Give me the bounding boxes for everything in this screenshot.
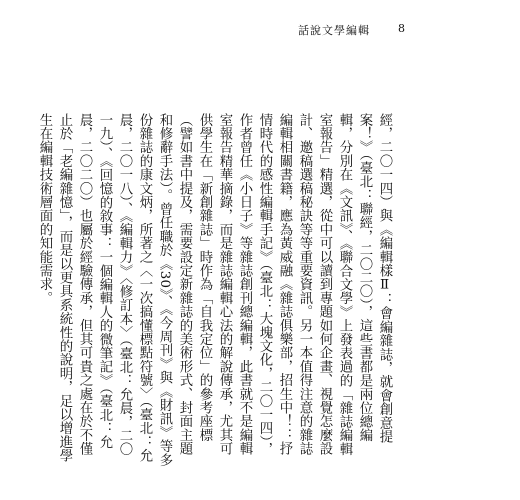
page-number: 8 bbox=[398, 22, 405, 35]
running-header-title: 話說文學編輯 bbox=[298, 24, 370, 37]
body-text: 經，二〇一四）與《編輯樣Ⅱ：會編雜誌，就會創意提案！》（臺北：聯經，二〇二〇），這些書都是兩位總編輯，分別在《文訊》、《聯合文學》上發表過的「雜誌編輯室報告」精選，從中可以讀到專題如何企畫、視覺怎麼設計、邀稿選稿秘訣等等重要資訊。另一本值得注意的雜誌編輯相關書籍，應為黃威融《雜誌俱樂部，招生中！：抒情時代的感性編輯手記》（臺北：大塊文化，二〇一四），作者曾任《小日子》等雜誌創刊總編輯，此書就不是編輯室報告精華摘錄，而是雜誌編輯心法的解說傳承，尤其可供學生在「新創雜誌」時作為「自我定位」的參考座標（譬如書中提及，需要設定新雜誌的美術形式、封面主題和修辭手法）。曾任職於《30》、《今周刊》與《財訊》等多份雜誌的康文炳，所著之〈一次搞懂標點符號〉（臺北：允晨，二〇一八）、《編輯力》〈修訂本〉（臺北：允晨，二〇一九）、《回憶的敘事：一個編輯人的微筆記》（臺北：允晨，二〇二〇）也屬於經驗傳承，但其可貴之處在於不僅止於「老編雜憶」，而是以更具系統性的說明，足以增進學生在編輯技術層面的知能需求。 bbox=[37, 113, 392, 467]
running-header bbox=[0, 22, 520, 42]
